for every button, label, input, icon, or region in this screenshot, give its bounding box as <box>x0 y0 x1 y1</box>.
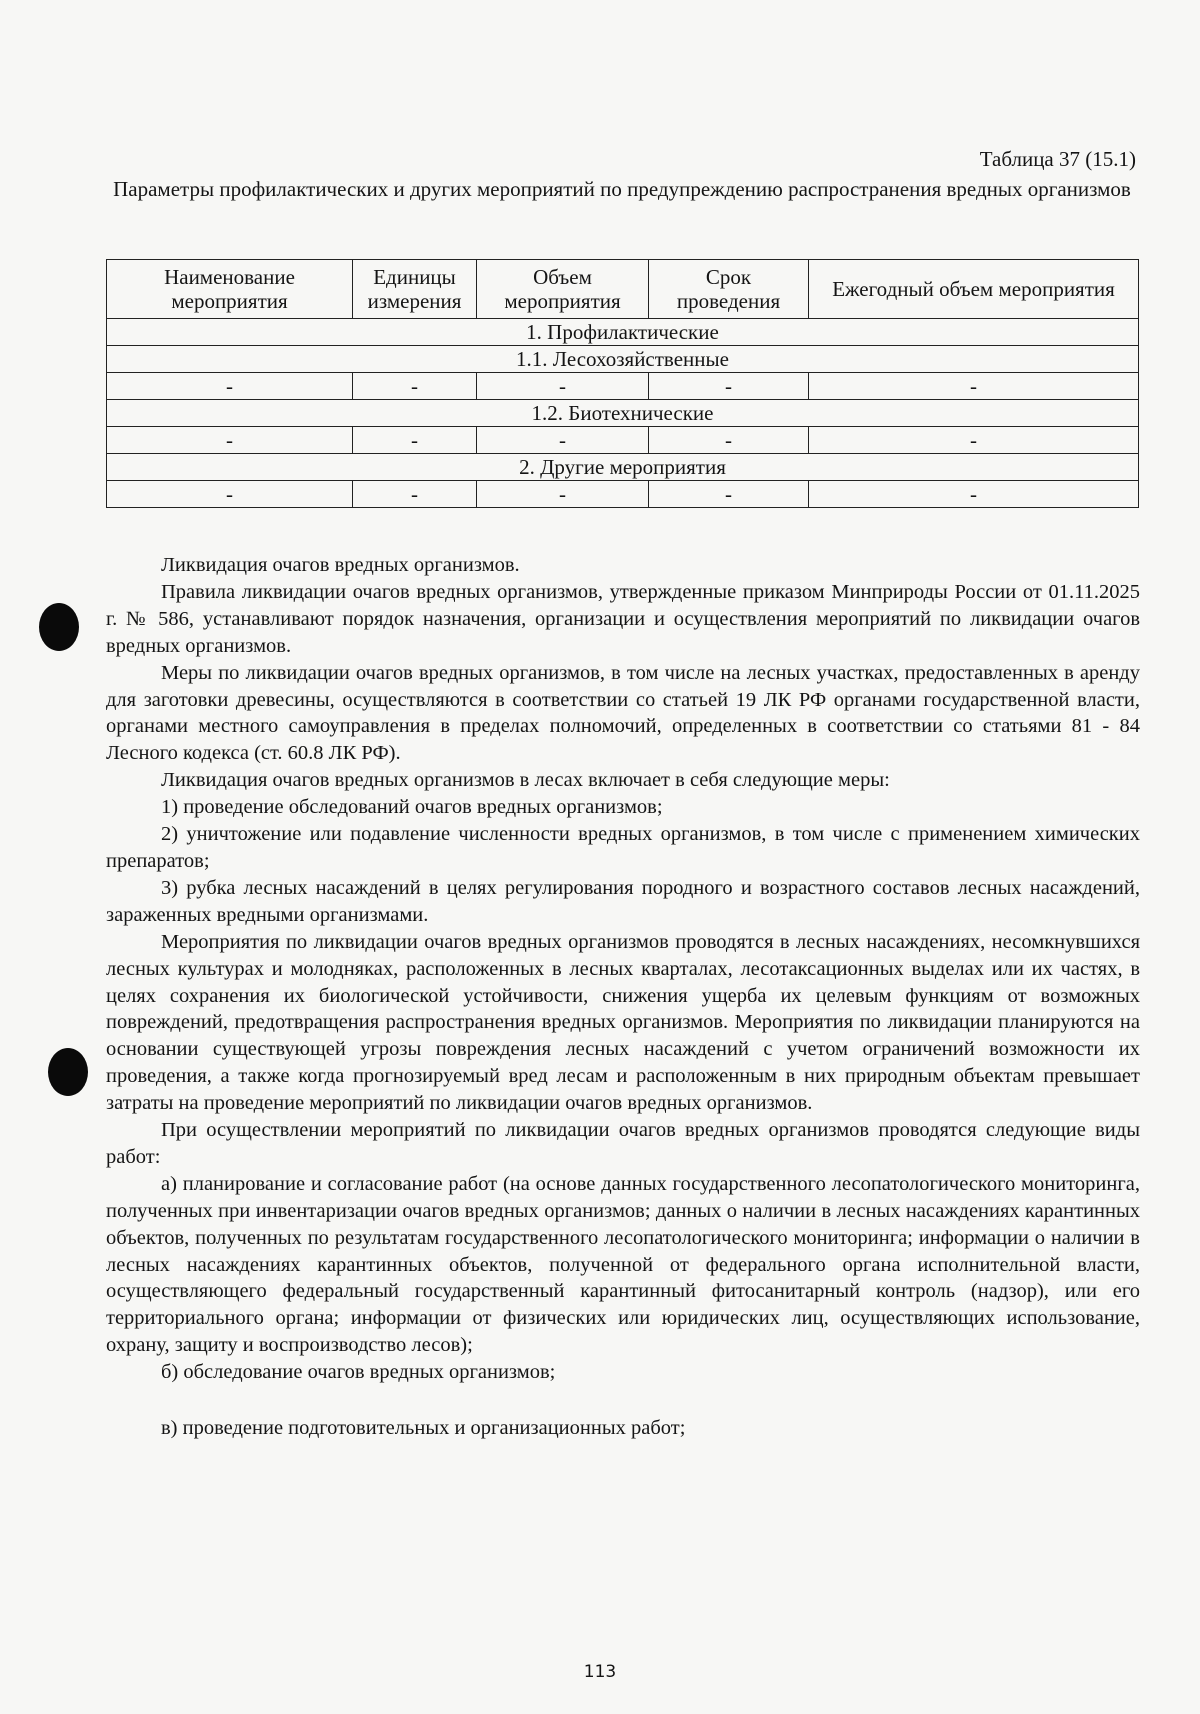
table-row <box>107 373 1139 400</box>
paragraph: Правила ликвидации очагов вредных организмов, утвержденные приказом Минприроды России от 01.11.2025 г. № 586, устанавливают порядок назначения, организации и осуществления мероприятий по ликвидации очагов вредных организмов. <box>106 580 1140 657</box>
header-cell: Наименование мероприятия <box>107 260 353 319</box>
table-cell: - <box>809 481 1139 508</box>
paragraph: 2) уничтожение или подавление численности вредных организмов, в том числе с применением химических препаратов; <box>106 823 1140 872</box>
table-cell: - <box>649 373 809 400</box>
table-header-row <box>107 260 1139 319</box>
table-cell: - <box>353 427 477 454</box>
paragraph: Ликвидация очагов вредных организмов в лесах включает в себя следующие меры: <box>161 769 890 792</box>
section-title: 1.2. Биотехнические <box>107 400 1139 427</box>
table-cell: - <box>477 427 649 454</box>
header-cell: Объем мероприятия <box>477 260 649 319</box>
table-row <box>107 481 1139 508</box>
header-cell: Срок проведения <box>649 260 809 319</box>
section-row <box>107 454 1139 481</box>
paragraph: б) обследование очагов вредных организмов; <box>161 1361 556 1384</box>
page-number: 113 <box>583 1662 617 1682</box>
table-cell: - <box>477 481 649 508</box>
table-cell: - <box>477 373 649 400</box>
punch-hole <box>39 603 79 651</box>
table-cell: - <box>107 373 353 400</box>
section-title: 1.1. Лесохозяйственные <box>107 346 1139 373</box>
paragraph: 1) проведение обследований очагов вредных организмов; <box>161 796 663 819</box>
paragraph: в) проведение подготовительных и организационных работ; <box>161 1417 686 1440</box>
punch-hole <box>48 1048 88 1096</box>
table-cell: - <box>809 427 1139 454</box>
section-row <box>107 319 1139 346</box>
header-cell: Единицы измерения <box>353 260 477 319</box>
table-cell: - <box>353 481 477 508</box>
section-row <box>107 400 1139 427</box>
table-cell: - <box>107 481 353 508</box>
paragraph: а) планирование и согласование работ (на основе данных государственного лесопатологического мониторинга, полученных при инвентаризации очагов вредных организмов; данных о наличии в лесных насаждениях карантинных объектов, полученных по результатам государственного лесопатологического мониторинга; информации о наличии в лесных насаждениях карантинных объектов, полученной от федерального органа исполнительной власти, осуществляющего федеральный государственный карантинный фитосанитарный контроль (надзор), или его территориального органа; информации от физических или юридических лиц, осуществляющих использование, охрану, защиту и воспроизводство лесов); <box>106 1172 1140 1357</box>
paragraph: Мероприятия по ликвидации очагов вредных организмов проводятся в лесных насаждениях, несомкнувшихся лесных культурах и молодняках, расположенных в лесных кварталах, лесотаксационных выделах или их частях, в целях сохранения их биологической устойчивости, снижения ущерба их целевым функциям от возможных повреждений, предотвращения распространения вредных организмов. Мероприятия по ликвидации планируются на основании существующей угрозы повреждения лесных насаждений с учетом ограничений возможности их проведения, а также когда прогнозируемый вред лесам и расположенным в них природным объектам превышает затраты на проведение мероприятий по ликвидации очагов вредных организмов. <box>106 930 1140 1115</box>
table-heading: Параметры профилактических и других мероприятий по предупреждению распространения вредных организмов <box>113 177 1131 201</box>
table-cell: - <box>809 373 1139 400</box>
table-cell: - <box>649 481 809 508</box>
measures-table <box>106 259 1139 508</box>
header-cell: Ежегодный объем мероприятия <box>809 260 1139 319</box>
section-title: 2. Другие мероприятия <box>107 454 1139 481</box>
table-cell: - <box>107 427 353 454</box>
paragraph: При осуществлении мероприятий по ликвидации очагов вредных организмов проводятся следующие виды работ: <box>106 1119 1140 1168</box>
body-text <box>106 552 1140 1442</box>
paragraph: Меры по ликвидации очагов вредных организмов, в том числе на лесных участках, предоставленных в аренду для заготовки древесины, осуществляются в соответствии со статьей 19 ЛК РФ органами государственной власти, органами местного самоуправления в пределах полномочий, определенных в соответствии со статьями 81 - 84 Лесного кодекса (ст. 60.8 ЛК РФ). <box>106 661 1140 765</box>
section-row <box>107 346 1139 373</box>
table-cell: - <box>649 427 809 454</box>
table-row <box>107 427 1139 454</box>
section-title: 1. Профилактические <box>107 319 1139 346</box>
paragraph: 3) рубка лесных насаждений в целях регулирования породного и возрастного составов лесных насаждений, зараженных вредными организмами. <box>106 876 1140 926</box>
table-cell: - <box>353 373 477 400</box>
table-label: Таблица 37 (15.1) <box>979 147 1136 171</box>
paragraph: Ликвидация очагов вредных организмов. <box>161 554 520 576</box>
